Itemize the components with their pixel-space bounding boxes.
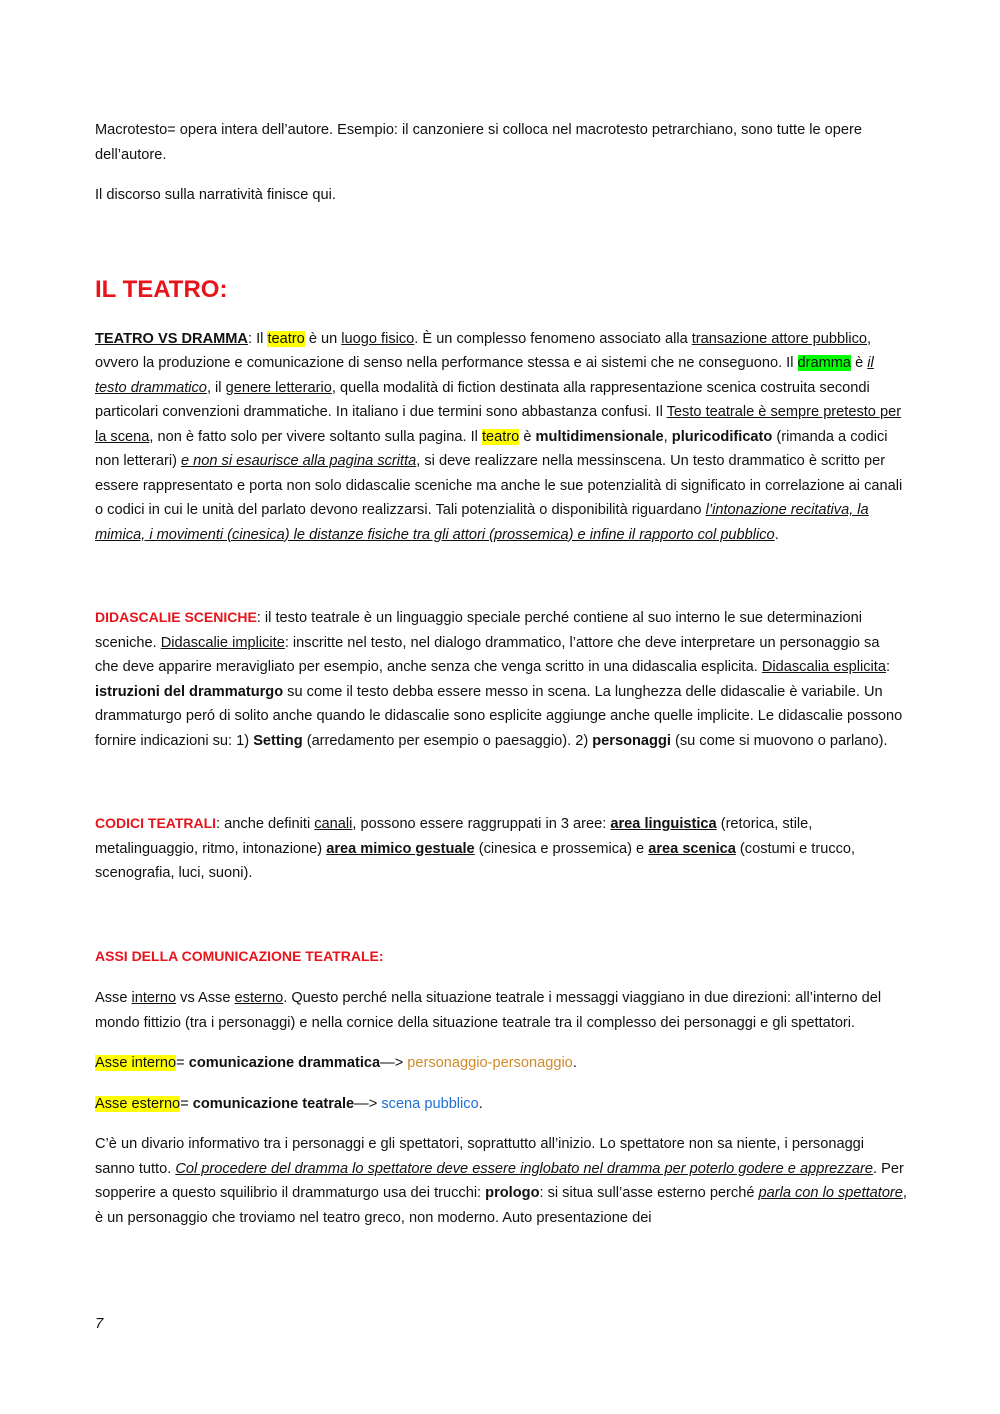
highlight-teatro-2: teatro [481, 428, 520, 445]
asse-interno-line: Asse interno= comunicazione drammatica—> personaggio-personaggio. [95, 1055, 577, 1071]
highlight-teatro: teatro [267, 330, 305, 347]
codici-paragraph: CODICI TEATRALI: anche definiti canali, possono essere raggruppati in 3 aree: area linguistica (retorica, stile, metalinguaggio, ritmo, intonazione) area mimico gestuale (cinesica e prossemica) e area scenica (costumi e trucco, scenografia, luci, suoni). [95, 815, 856, 881]
page-number: 7 [95, 1315, 104, 1332]
term-label: DIDASCALIE SCENICHE [95, 609, 257, 625]
didascalie-paragraph: DIDASCALIE SCENICHE: il testo teatrale è un linguaggio speciale perché contiene al suo interno le sue determinazioni sceniche. Didascalie implicite: inscritte nel testo, nel dialogo drammatico, l’attore che deve interpretare un personaggio sa che deve apparire meravigliato per esempio, anche senza che venga scritto in una didascalia esplicita. Didascalia esplicita: istruzioni del drammaturgo su come il testo debba essere messo in scena. La lunghezza delle didascalie è variabile. Un drammaturgo peró di solito anche quando le didascalie sono esplicite aggiunge anche quelle implicite. Le didascalie possono fornire indicazioni su: 1) Setting (arredamento per esempio o paesaggio). 2) personaggi (su come si muovono o parlano). [95, 609, 903, 749]
teatro-vs-dramma-paragraph: TEATRO VS DRAMMA: Il teatro è un luogo fisico. È un complesso fenomeno associato alla transazione attore pubblico, ovvero la produzione e comunicazione di senso nella performance stessa e ai sistemi che ne conseguono. Il dramma è il testo drammatico, il genere letterario, quella modalità di fiction destinata alla rappresentazione scenica costruita secondi particolari convenzioni drammatiche. In italiano i due termini sono abbastanza confusi. Il Testo teatrale è sempre pretesto per la scena, non è fatto solo per vivere soltanto sulla pagina. Il teatro è multidimensionale, pluricodificato (rimanda a codici non letterari) e non si esaurisce alla pagina scritta, si deve realizzare nella messinscena. Un testo drammatico è scritto per essere rappresentato e porta non solo didascalie sceniche ma anche le sue potenzialità di significato in correlazione ai canali o codici in cui le unità del parlato devono realizzarsi. Tali potenzialità o disponibilità riguardano l’intonazione recitativa, la mimica, i movimenti (cinesica) le distanze fisiche tra gli attori (prossemica) e infine il rapporto col pubblico. [95, 330, 903, 543]
asse-esterno-line: Asse esterno= comunicazione teatrale—> scena pubblico. [95, 1095, 483, 1112]
narrativita-paragraph: Il discorso sulla narratività finisce qui. [95, 187, 336, 203]
assi-paragraph: Asse interno vs Asse esterno. Questo perché nella situazione teatrale i messaggi viaggiano in due direzioni: all’interno del mondo fittizio (tra i personaggi) e nella cornice della situazione teatrale tra il complesso dei personaggi e gli spettatori. [95, 990, 882, 1031]
divario-paragraph: C’è un divario informativo tra i personaggi e gli spettatori, soprattutto all’inizio. Lo spettatore non sa niente, i personaggi sanno tutto. Col procedere del dramma lo spettatore deve essere inglobato nel dramma per poterlo godere e apprezzare. Per sopperire a questo squilibrio il drammaturgo usa dei trucchi: prologo: si situa sull’asse esterno perché parla con lo spettatore, è un personaggio che troviamo nel teatro greco, non moderno. Auto presentazione dei [95, 1136, 907, 1226]
highlight-dramma: dramma [797, 355, 852, 371]
macrotesto-paragraph: Macrotesto= opera intera dell’autore. Esempio: il canzoniere si colloca nel macrotesto petrarchiano, sono tutte le opere dell’autore. [95, 122, 862, 163]
term-label: TEATRO VS DRAMMA [95, 330, 248, 347]
highlight-asse-interno: Asse interno [95, 1055, 177, 1071]
assi-heading: ASSI DELLA COMUNICAZIONE TEATRALE: [95, 947, 384, 964]
highlight-asse-esterno: Asse esterno [95, 1095, 181, 1112]
term-label: CODICI TEATRALI [95, 815, 217, 831]
document-page [95, 118, 907, 1230]
section-title-teatro: IL TEATRO: [95, 275, 228, 303]
